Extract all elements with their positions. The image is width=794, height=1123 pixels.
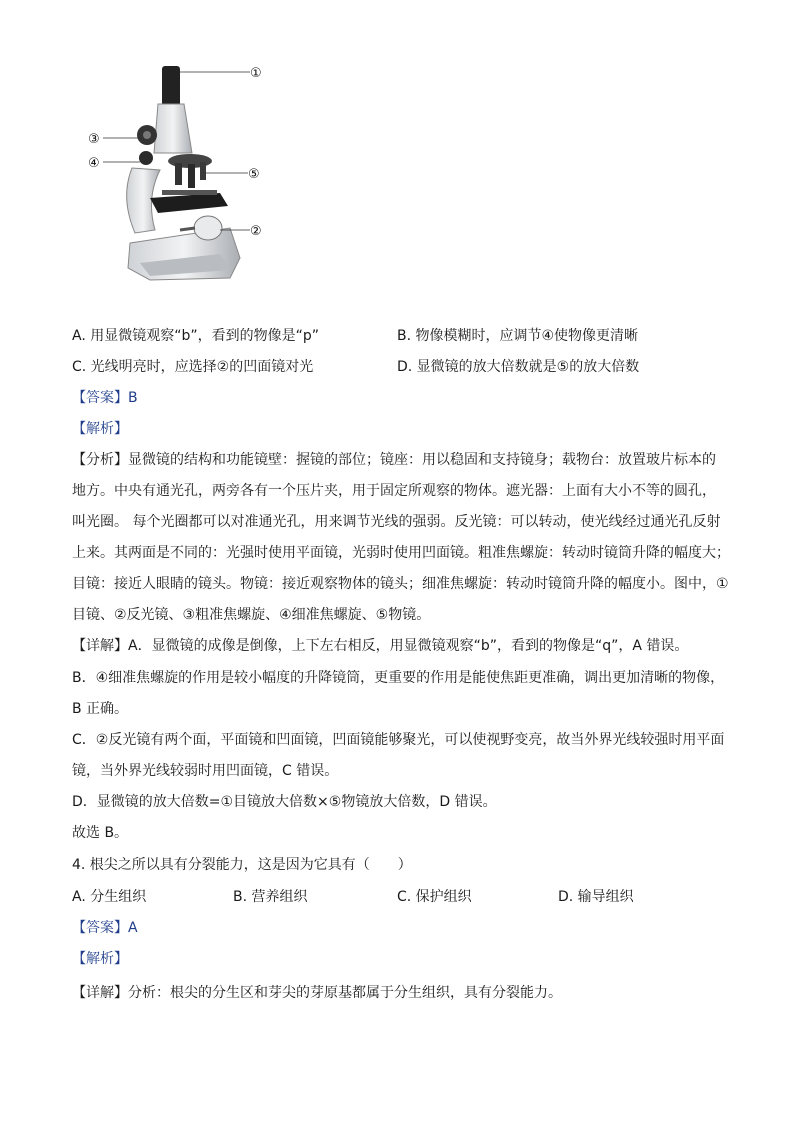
callout-4: ④: [88, 156, 100, 171]
answer-value: B: [128, 390, 138, 406]
option-a: A. 用显微镜观察“b”，看到的物像是“p”: [72, 328, 320, 344]
detail-line-3: B 正确。: [72, 701, 129, 717]
option-c: C. 光线明亮时，应选择②的凹面镜对光: [72, 359, 314, 375]
callout-5: ⑤: [248, 167, 260, 182]
answer-line-q3: [72, 388, 138, 408]
detail-tag: 【详解】: [72, 638, 128, 654]
callout-1: ①: [250, 66, 262, 81]
fenxi-line-5: 目镜：接近人眼睛的镜头。物镜：接近观察物体的镜头；细准焦螺旋：转动时镜筒升降的幅度小。图中，①: [72, 576, 729, 592]
answer-line-q4: [72, 918, 138, 938]
callout-3: ③: [88, 132, 100, 147]
q4-answer-value: A: [128, 920, 138, 936]
detail-text-1: A．显微镜的成像是倒像，上下左右相反，用显微镜观察“b”，看到的物像是“q”，A 错误。: [128, 638, 689, 654]
q4-answer-tag: 【答案】: [72, 920, 128, 936]
q4-analysis-tag: 【解析】: [72, 951, 128, 967]
fenxi-line-6: 目镜、②反光镜、③粗准焦螺旋、④细准焦螺旋、⑤物镜。: [72, 607, 431, 623]
q4-detail-text: 分析：根尖的分生区和芽尖的芽原基都属于分生组织，具有分裂能力。: [128, 985, 562, 1001]
fenxi-line-1: [72, 450, 716, 470]
callout-2: ②: [250, 224, 262, 239]
answer-tag: 【答案】: [72, 390, 128, 406]
question-4: 4. 根尖之所以具有分裂能力，这是因为它具有（ ）: [72, 857, 412, 873]
option-d: D. 显微镜的放大倍数就是⑤的放大倍数: [397, 359, 640, 375]
fenxi-line-4: 上来。其两面是不同的：光强时使用平面镜，光弱时使用凹面镜。粗准焦螺旋：转动时镜筒升降的幅度大；: [72, 545, 730, 561]
detail-line-1: [72, 636, 688, 656]
fenxi-tag: 【分析】: [72, 452, 128, 468]
detail-line-5: 镜，当外界光线较弱时用凹面镜，C 错误。: [72, 763, 339, 779]
detail-line-6: D．显微镜的放大倍数=①目镜放大倍数×⑤物镜放大倍数，D 错误。: [72, 794, 497, 810]
fenxi-line-2: 地方。中央有通光孔，两旁各有一个压片夹，用于固定所观察的物体。遮光器：上面有大小不等的圆孔，: [72, 483, 716, 499]
detail-line-4: C．②反光镜有两个面，平面镜和凹面镜，凹面镜能够聚光，可以使视野变亮，故当外界光线较强时用平面: [72, 732, 725, 748]
option-b: B. 物像模糊时，应调节④使物像更清晰: [397, 328, 639, 344]
microscope-figure: [80, 58, 280, 293]
q4-option-b: B. 营养组织: [233, 889, 308, 905]
microscope-illustration: [80, 58, 280, 293]
detail-line-7: 故选 B。: [72, 825, 129, 841]
analysis-tag: 【解析】: [72, 421, 128, 437]
fenxi-line-3: 叫光圈。 每个光圈都可以对准通光孔，用来调节光线的强弱。反光镜：可以转动，使光线经过通光孔反射: [72, 514, 721, 530]
q4-detail-tag: 【详解】: [72, 985, 128, 1001]
q4-option-c: C. 保护组织: [397, 889, 472, 905]
fenxi-text-1: 显微镜的结构和功能镜壁：握镜的部位；镜座：用以稳固和支持镜身；载物台：放置玻片标本的: [128, 452, 716, 468]
q4-option-d: D. 输导组织: [558, 889, 634, 905]
q4-detail-line: [72, 983, 562, 1003]
detail-line-2: B．④细准焦螺旋的作用是较小幅度的升降镜筒，更重要的作用是能使焦距更准确，调出更加清晰的物像，: [72, 670, 725, 686]
q4-option-a: A. 分生组织: [72, 889, 147, 905]
